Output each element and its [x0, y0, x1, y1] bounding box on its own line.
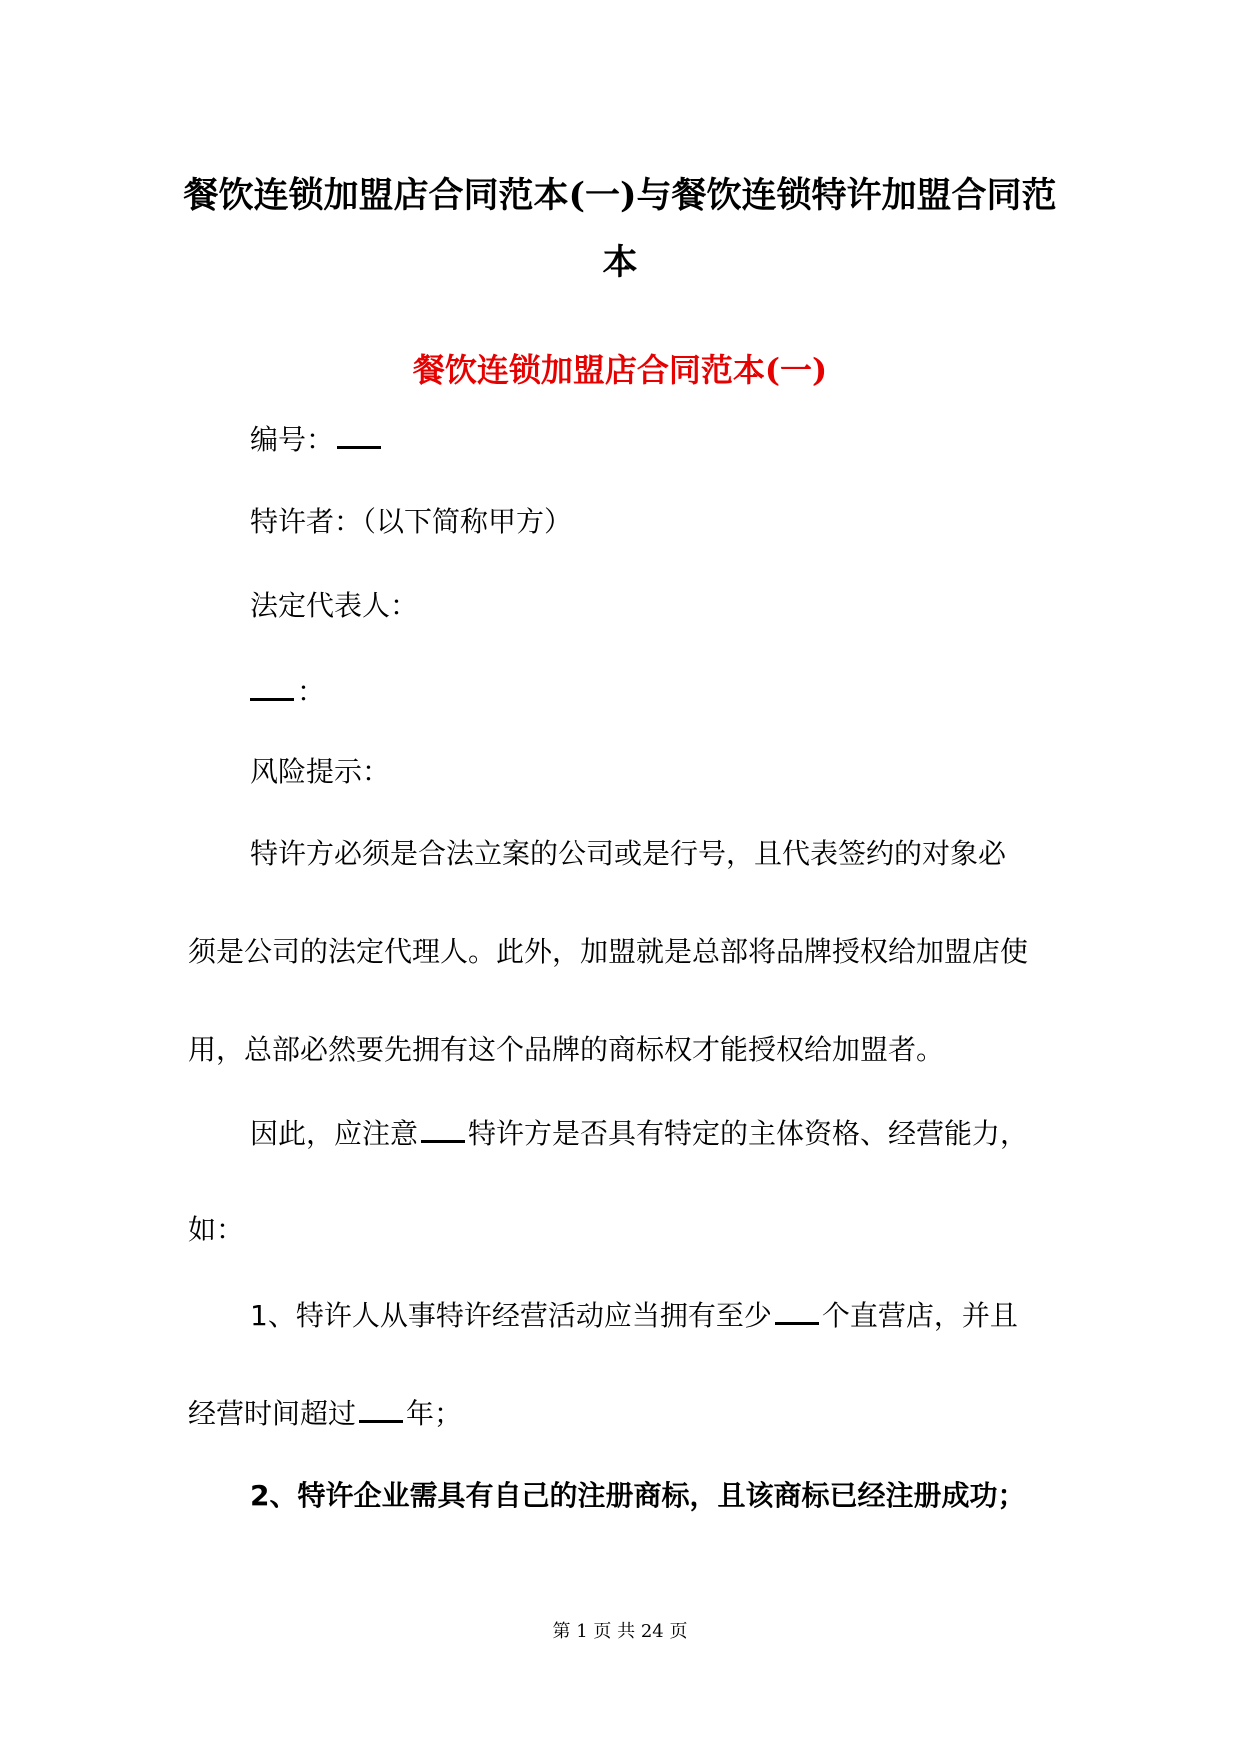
- blank-field-line: [250, 670, 325, 712]
- para1-line1: 特许方必须是合法立案的公司或是行号，且代表签约的对象必: [250, 837, 1007, 870]
- franchisor-line: 特许者：（以下简称甲方）: [250, 505, 573, 538]
- section-title: 餐饮连锁加盟店合同范本(一): [412, 351, 828, 389]
- item1-line1: [250, 1294, 1018, 1336]
- legal-rep-line: 法定代表人：: [250, 589, 419, 622]
- risk-label: 风险提示：: [250, 755, 391, 788]
- item1-line2-part-a: 经营时间超过: [188, 1397, 357, 1430]
- item1-line1-part-b: 个直营店，并且: [821, 1299, 1018, 1332]
- item1-blank-stores: [775, 1294, 819, 1325]
- page-footer: 第 1 页 共 24 页: [552, 1621, 688, 1642]
- number-label: 编号：: [250, 423, 335, 456]
- document-title: 餐饮连锁加盟店合同范本(一)与餐饮连锁特许加盟合同范本: [183, 175, 1057, 283]
- para2-line1-part-b: 特许方是否具有特定的主体资格、经营能力，: [468, 1117, 1029, 1150]
- item1-blank-years: [359, 1392, 403, 1423]
- field-blank: [250, 670, 294, 701]
- para2-line2: 如：: [188, 1213, 245, 1246]
- item1-line2: [188, 1392, 462, 1434]
- item1-line2-part-b: 年；: [406, 1397, 463, 1430]
- number-line: [250, 418, 384, 460]
- item2-line: 2、特许企业需具有自己的注册商标，且该商标已经注册成功；: [250, 1479, 1026, 1512]
- para2-line1-part-a: 因此，应注意: [250, 1117, 419, 1150]
- para2-blank: [421, 1112, 465, 1143]
- blank-colon: ：: [297, 675, 326, 708]
- para1-line2: 须是公司的法定代理人。此外，加盟就是总部将品牌授权给加盟店使: [188, 935, 1029, 968]
- para2-line1: [250, 1112, 1028, 1154]
- item1-line1-part-a: 1、特许人从事特许经营活动应当拥有至少: [250, 1299, 772, 1332]
- para1-line3: 用，总部必然要先拥有这个品牌的商标权才能授权给加盟者。: [188, 1033, 945, 1066]
- number-blank: [337, 418, 381, 449]
